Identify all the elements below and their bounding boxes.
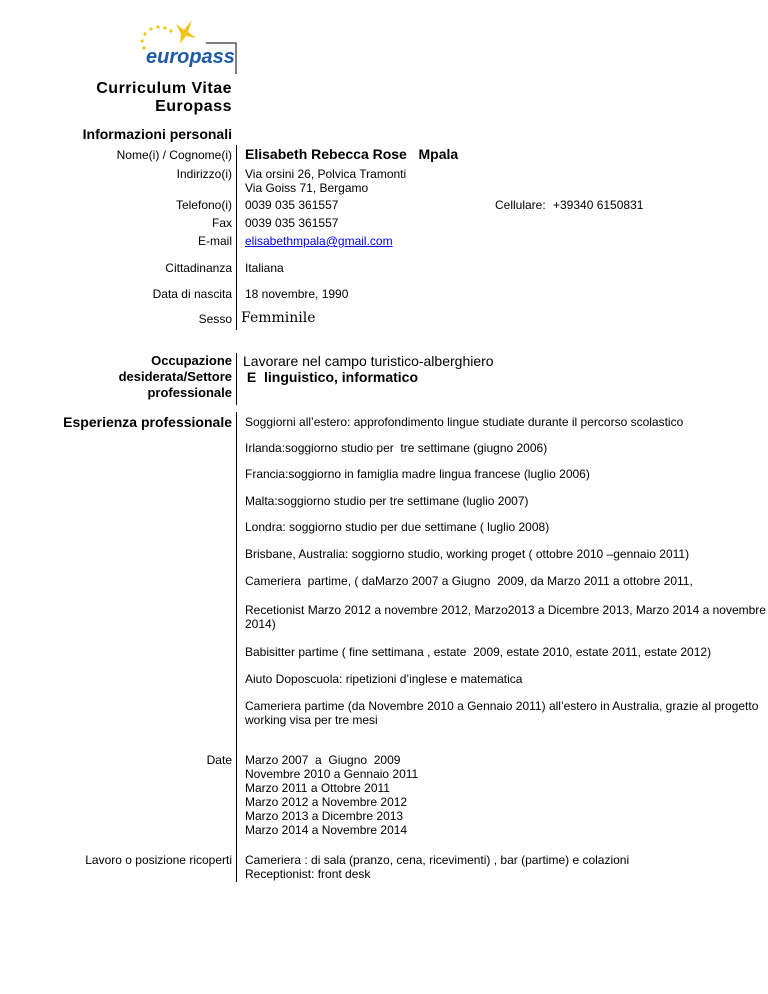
experience-item: Londra: soggiorno studio per due settimane ( luglio 2008) [245, 520, 550, 534]
divider-line-occupation [236, 353, 237, 405]
experience-item: Irlanda:soggiorno studio per tre settimane (giugno 2006) [245, 441, 548, 455]
phone-value: 0039 035 361557 [245, 198, 339, 212]
address-line-1: Via orsini 26, Polvica Tramonti [245, 167, 407, 181]
experience-item: Babisitter partime ( fine settimana , estate 2009, estate 2010, estate 2011, estate 2012) [245, 645, 712, 659]
date-entry: Marzo 2011 a Ottobre 2011 [245, 781, 390, 795]
citizenship-label: Cittadinanza [165, 261, 232, 275]
occupation-label-line1: Occupazione [151, 353, 232, 368]
fax-value: 0039 035 361557 [245, 216, 339, 230]
mobile-label: Cellulare: [495, 198, 546, 212]
occupation-label-line3: professionale [147, 385, 232, 400]
occupation-label [119, 353, 232, 401]
email-label: E-mail [197, 234, 232, 248]
fax-label: Fax [211, 216, 232, 230]
name-value: Elisabeth Rebecca Rose Mpala [245, 146, 459, 162]
experience-item: Cameriera partime, ( daMarzo 2007 a Giugno 2009, da Marzo 2011 a ottobre 2011, [245, 574, 693, 588]
logo-pass-text: pass [189, 46, 235, 68]
occupation-label-line2: desiderata/Settore [118, 369, 232, 384]
experience-item: Francia:soggiorno in famiglia madre lingua francese (luglio 2006) [245, 467, 590, 481]
logo-euro-text: euro [146, 46, 190, 68]
occupation-value-line1: Lavorare nel campo turistico-alberghiero [243, 353, 494, 369]
address-label: Indirizzo(i) [176, 167, 232, 181]
birth-label: Data di nascita [152, 287, 232, 301]
date-entry: Marzo 2012 a Novembre 2012 [245, 795, 408, 809]
cv-title-line2: Europass [155, 98, 232, 115]
position-line: Receptionist: front desk [245, 867, 371, 881]
date-entry: Marzo 2014 a Novembre 2014 [245, 823, 408, 837]
address-line-2: Via Goiss 71, Bergamo [245, 181, 369, 195]
experience-item: Soggiorni all’estero: approfondimento lingue studiate durante il percorso scolastico [245, 415, 684, 429]
divider-line-experience [236, 412, 237, 882]
divider-line-personal [236, 145, 237, 330]
cv-title [96, 80, 232, 116]
experience-item: Recetionist Marzo 2012 a novembre 2012, Marzo2013 a Dicembre 2013, Marzo 2014 a novembre [245, 603, 766, 617]
experience-item: Cameriera partime (da Novembre 2010 a Gennaio 2011) all’estero in Australia, grazie al progetto [245, 699, 759, 713]
section-title-experience: Esperienza professionale [63, 414, 232, 430]
mobile-value: +39340 6150831 [553, 198, 644, 212]
europass-logo [118, 14, 244, 74]
experience-item: working visa per tre mesi [245, 713, 378, 727]
position-label: Lavoro o posizione ricoperti [85, 853, 232, 867]
experience-item: Malta:soggiorno studio per tre settimane (luglio 2007) [245, 494, 529, 508]
name-label: Nome(i) / Cognome(i) [116, 148, 232, 162]
sex-value: Femminile [241, 310, 316, 326]
position-line: Cameriera : di sala (pranzo, cena, ricevimenti) , bar (partime) e colazioni [245, 853, 630, 867]
cv-title-line1: Curriculum Vitae [96, 80, 232, 97]
citizenship-value: Italiana [245, 261, 284, 275]
phone-label: Telefono(i) [175, 198, 232, 212]
experience-item: Brisbane, Australia: soggiorno studio, working proget ( ottobre 2010 –gennaio 2011) [245, 547, 690, 561]
sex-label: Sesso [198, 312, 232, 326]
birth-value: 18 novembre, 1990 [245, 287, 349, 301]
section-title-personal: Informazioni personali [82, 126, 232, 142]
date-entry: Marzo 2013 a Dicembre 2013 [245, 809, 404, 823]
dates-label: Date [206, 753, 232, 767]
occupation-value-line2: E linguistico, informatico [243, 369, 419, 385]
date-entry: Novembre 2010 a Gennaio 2011 [245, 767, 419, 781]
email-link[interactable]: elisabethmpala@gmail.com [245, 234, 393, 248]
experience-item: Aiuto Doposcuola: ripetizioni d’inglese e matematica [245, 672, 523, 686]
experience-item: 2014) [245, 617, 276, 631]
date-entry: Marzo 2007 a Giugno 2009 [245, 753, 401, 767]
